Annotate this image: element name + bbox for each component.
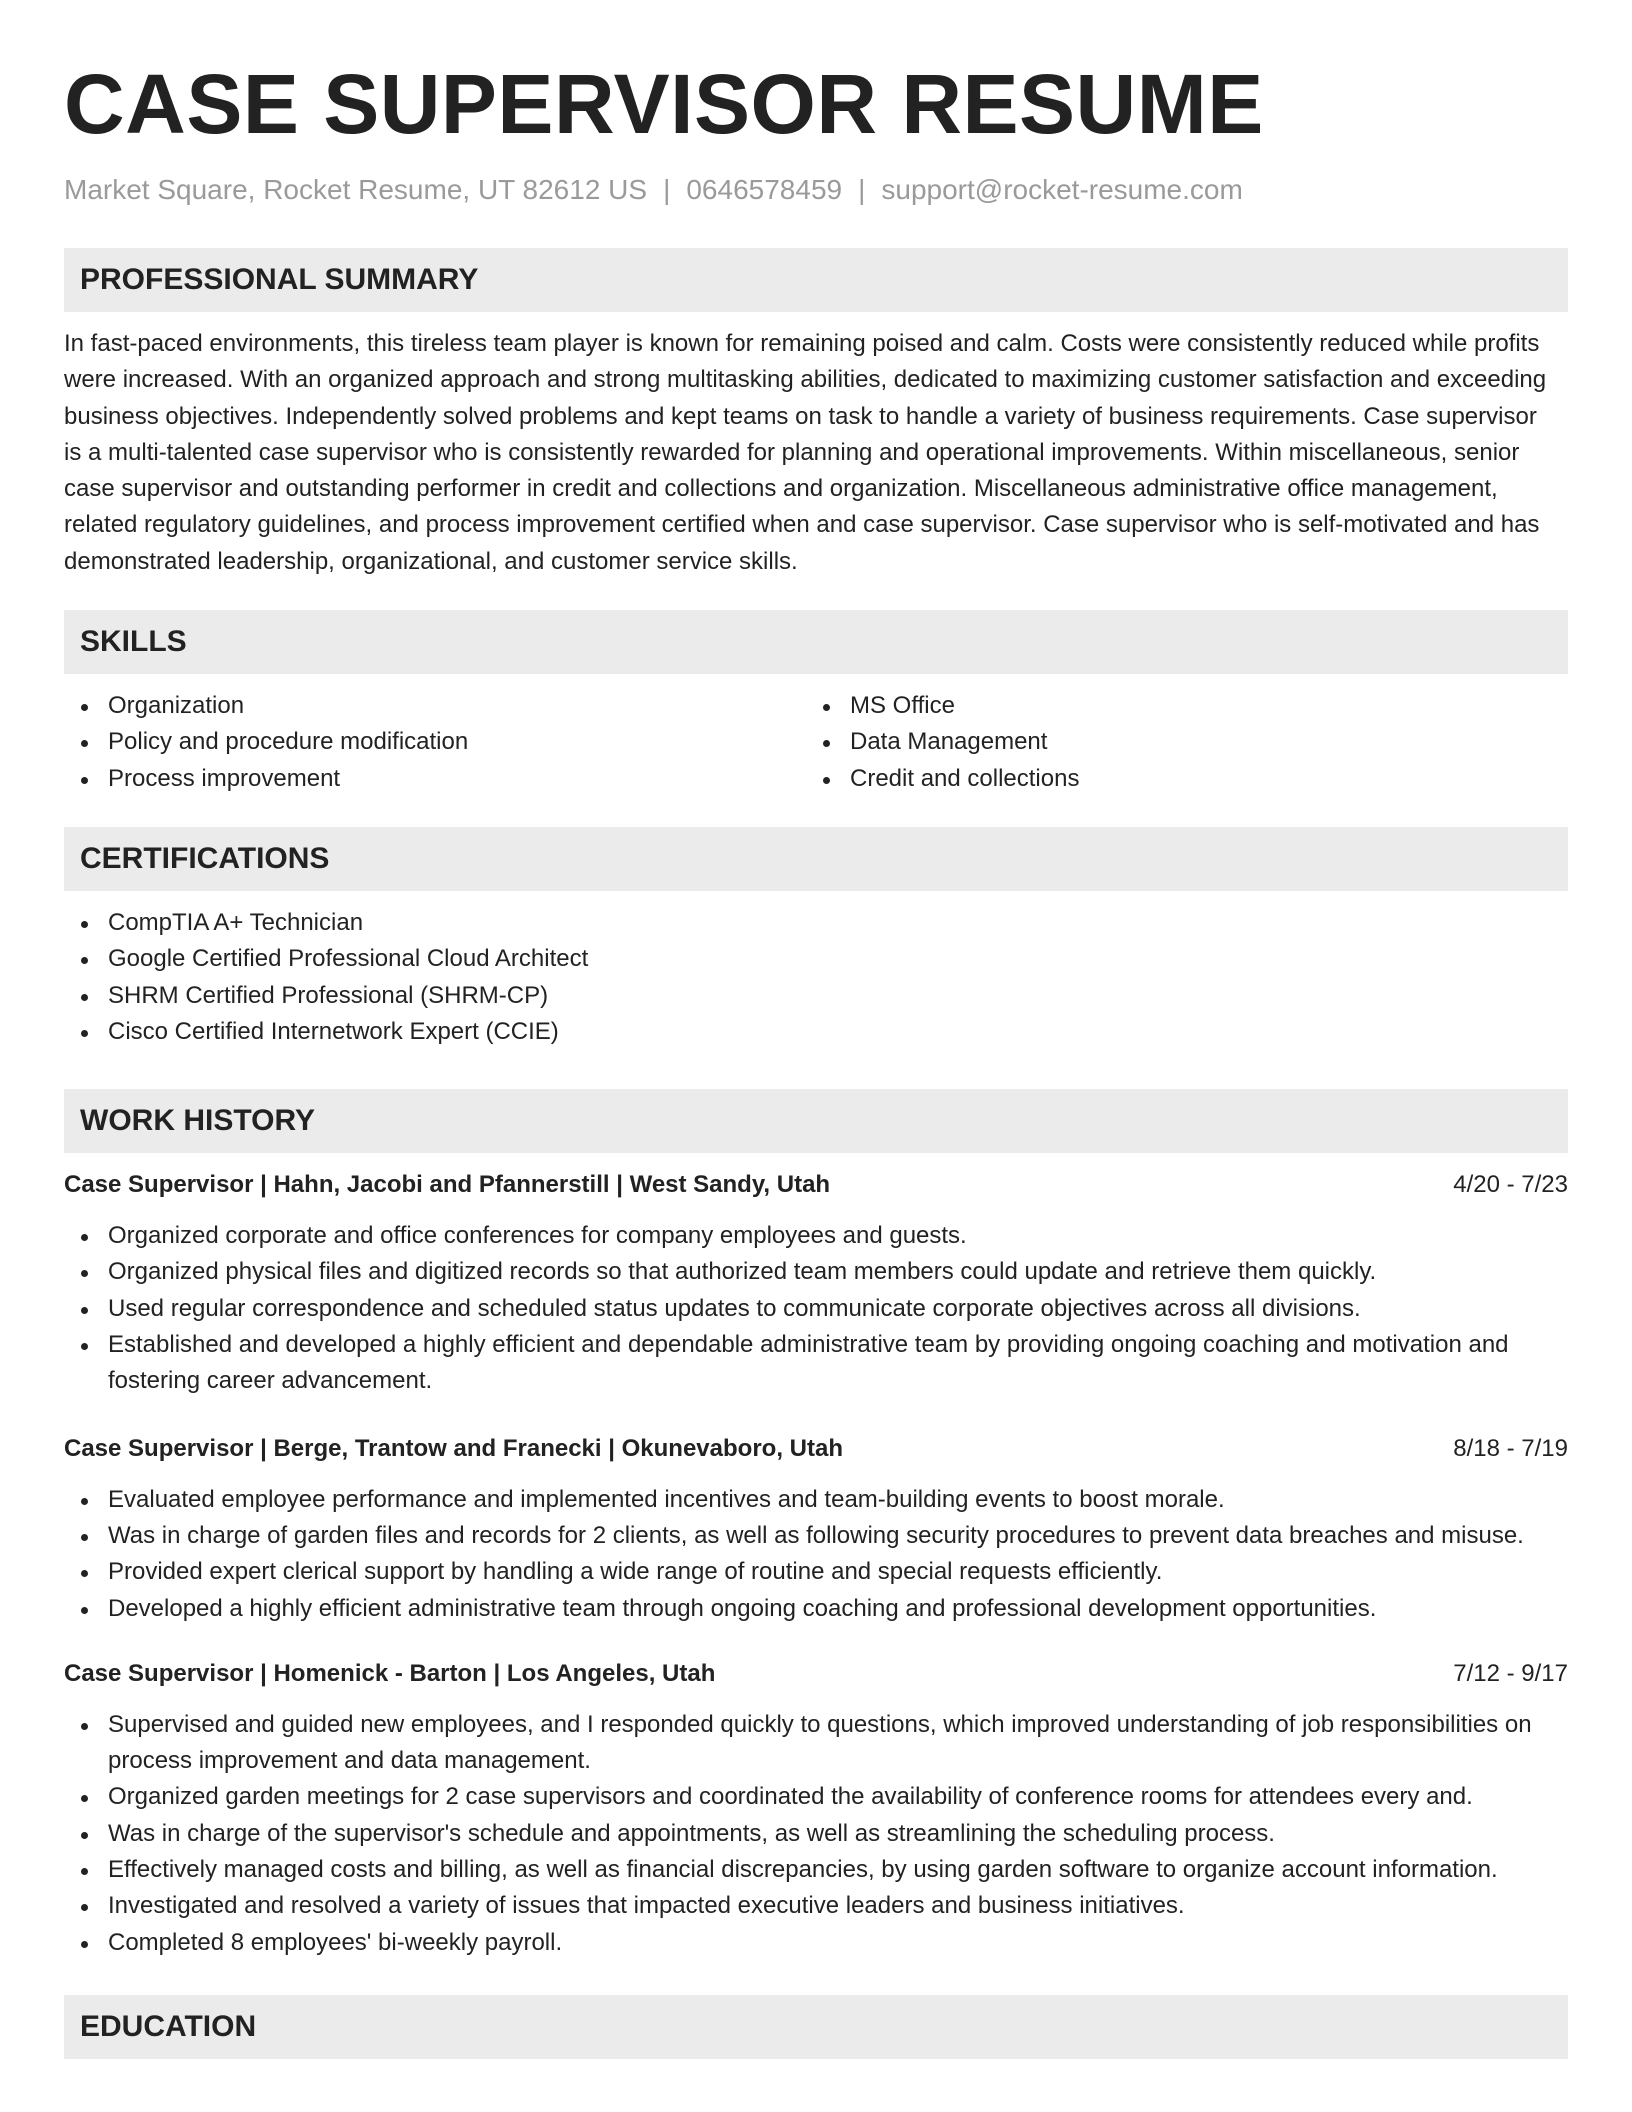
job-duty-item: Established and developed a highly efficient and dependable administrative team by providing ongoing coaching and motivation and fostering career advancement. (64, 1327, 1568, 1400)
job-duty-item: Provided expert clerical support by handling a wide range of routine and special requests efficiently. (64, 1554, 1568, 1590)
job-duty-item: Completed 8 employees' bi-weekly payroll. (64, 1925, 1568, 1961)
job-duties (64, 1707, 1568, 1961)
job-duty-item: Used regular correspondence and scheduled status updates to communicate corporate objectives across all divisions. (64, 1291, 1568, 1327)
job-duty-item: Supervised and guided new employees, and I responded quickly to questions, which improved understanding of job responsibilities on process improvement and data management. (64, 1707, 1568, 1780)
job-header (64, 1656, 1568, 1692)
skill-item: Credit and collections (806, 761, 1548, 797)
job-duty-item: Developed a highly efficient administrative team through ongoing coaching and professional development opportunities. (64, 1591, 1568, 1627)
section-header-certifications: CERTIFICATIONS (64, 827, 1568, 891)
job-duty-item: Investigated and resolved a variety of issues that impacted executive leaders and business initiatives. (64, 1888, 1568, 1924)
job-duty-item: Organized physical files and digitized records so that authorized team members could update and retrieve them quickly. (64, 1254, 1568, 1290)
job-duties (64, 1218, 1568, 1399)
job-dates: 8/18 - 7/19 (1453, 1434, 1568, 1462)
certification-item: Cisco Certified Internetwork Expert (CCIE) (64, 1014, 1568, 1050)
job-header (64, 1167, 1568, 1203)
skill-item: MS Office (806, 688, 1548, 724)
job-duty-item: Organized corporate and office conferences for company employees and guests. (64, 1218, 1568, 1254)
job-duty-item: Was in charge of the supervisor's schedule and appointments, as well as streamlining the scheduling process. (64, 1816, 1568, 1852)
contact-email[interactable]: support@rocket-resume.com (881, 174, 1243, 205)
job-duties (64, 1482, 1568, 1627)
job-title: Case Supervisor | Hahn, Jacobi and Pfannerstill | West Sandy, Utah (64, 1171, 831, 1199)
certification-item: CompTIA A+ Technician (64, 905, 1568, 941)
summary-text: In fast-paced environments, this tireless team player is known for remaining poised and calm. Costs were consistently reduced while profits were increased. With an organized approach and strong multitasking abilities, dedicated to maximizing customer satisfaction and exceeding business objectives. Independently solved problems and kept teams on task to handle a variety of business requirements. Case supervisor is a multi-talented case supervisor who is consistently rewarded for planning and operational improvements. Within miscellaneous, senior case supervisor and outstanding performer in credit and collections and organization. Miscellaneous administrative office management, related regulatory guidelines, and process improvement certified when and case supervisor. Case supervisor who is self-motivated and has demonstrated leadership, organizational, and customer service skills. (64, 330, 1547, 575)
job-entry (64, 1656, 1568, 1961)
skills-list (64, 688, 1568, 797)
contact-line (64, 172, 1568, 208)
contact-separator: | (858, 174, 866, 205)
job-title: Case Supervisor | Berge, Trantow and Franecki | Okunevaboro, Utah (64, 1434, 843, 1462)
job-header (64, 1431, 1568, 1467)
skill-item: Organization (64, 688, 806, 724)
skill-item: Process improvement (64, 761, 806, 797)
job-title: Case Supervisor | Homenick - Barton | Los Angeles, Utah (64, 1659, 716, 1687)
job-duty-item: Organized garden meetings for 2 case supervisors and coordinated the availability of conference rooms for attendees every and. (64, 1779, 1568, 1815)
job-dates: 4/20 - 7/23 (1453, 1171, 1568, 1199)
resume-title: CASE SUPERVISOR RESUME (64, 57, 1264, 151)
section-header-skills: SKILLS (64, 610, 1568, 674)
skill-item: Data Management (806, 724, 1548, 760)
job-duty-item: Effectively managed costs and billing, as well as financial discrepancies, by using garden software to organize account information. (64, 1852, 1568, 1888)
certification-item: Google Certified Professional Cloud Architect (64, 941, 1568, 977)
job-entry (64, 1431, 1568, 1627)
section-header-summary: PROFESSIONAL SUMMARY (64, 248, 1568, 312)
contact-separator: | (663, 174, 671, 205)
skill-item: Policy and procedure modification (64, 724, 806, 760)
contact-phone: 0646578459 (686, 174, 843, 205)
certification-item: SHRM Certified Professional (SHRM-CP) (64, 978, 1568, 1014)
job-duty-item: Evaluated employee performance and implemented incentives and team-building events to boost morale. (64, 1482, 1568, 1518)
contact-address: Market Square, Rocket Resume, UT 82612 US (64, 174, 648, 205)
skills-column-right (806, 688, 1548, 797)
job-dates: 7/12 - 9/17 (1453, 1659, 1568, 1687)
section-header-work-history: WORK HISTORY (64, 1089, 1568, 1153)
certifications-list (64, 905, 1568, 1050)
job-entry (64, 1167, 1568, 1399)
job-duty-item: Was in charge of garden files and records for 2 clients, as well as following security procedures to prevent data breaches and misuse. (64, 1518, 1568, 1554)
section-header-education: EDUCATION (64, 1995, 1568, 2059)
skills-column-left (64, 688, 806, 797)
